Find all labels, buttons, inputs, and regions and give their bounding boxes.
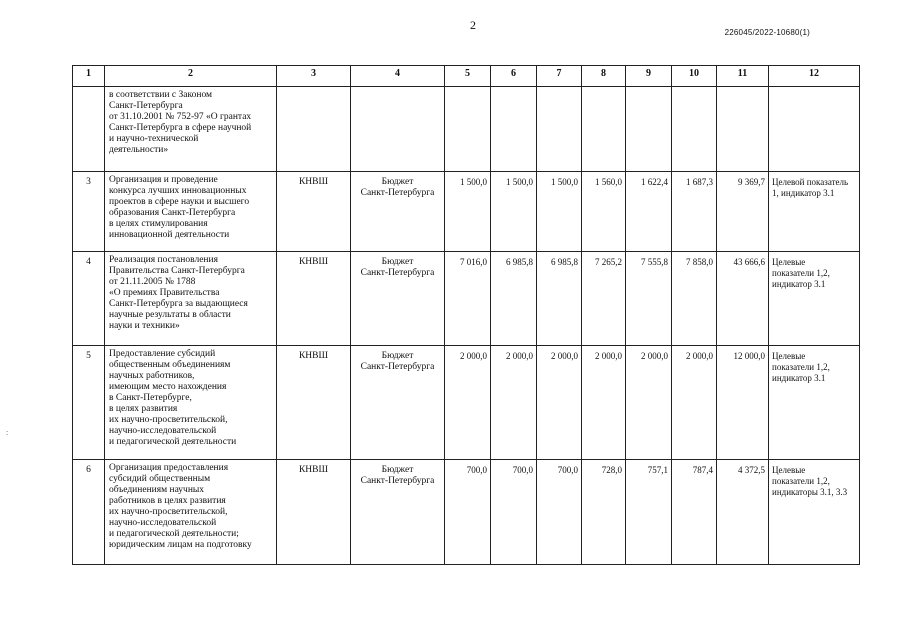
value-cell: 6 985,8	[537, 252, 582, 346]
funding-source-cell: Бюджет Санкт-Петербурга	[351, 252, 445, 346]
column-header: 7	[537, 66, 582, 87]
column-header: 8	[582, 66, 626, 87]
value-cell	[445, 87, 491, 172]
measure-name: Организация и проведение конкурса лучших инновационных проектов в сфере науки и высшего образования Санкт-Петербурга в целях стимулирования инновационной деятельности	[105, 172, 277, 252]
value-cell: 787,4	[672, 460, 717, 565]
value-cell: 2 000,0	[445, 346, 491, 460]
total-cell: 9 369,7	[717, 172, 769, 252]
column-header: 10	[672, 66, 717, 87]
value-cell: 700,0	[491, 460, 537, 565]
value-cell: 1 500,0	[537, 172, 582, 252]
column-header: 12	[769, 66, 860, 87]
funding-source-cell: Бюджет Санкт-Петербурга	[351, 460, 445, 565]
value-cell: 1 622,4	[626, 172, 672, 252]
value-cell: 757,1	[626, 460, 672, 565]
executor-cell: КНВШ	[277, 460, 351, 565]
column-header: 11	[717, 66, 769, 87]
table-header-row	[73, 66, 860, 87]
measure-name: Предоставление субсидий общественным объединениям научных работников, имеющим место нахождения в Санкт-Петербурге, в целях развития их научно-просветительской, научно-исследовательской и педагогической деятельности	[105, 346, 277, 460]
margin-mark: :	[6, 428, 9, 437]
total-cell: 12 000,0	[717, 346, 769, 460]
column-header: 3	[277, 66, 351, 87]
total-cell: 43 666,6	[717, 252, 769, 346]
table-row	[73, 87, 860, 172]
measure-name: в соответствии с Законом Санкт-Петербурга от 31.10.2001 № 752-97 «О грантах Санкт-Петербурга в сфере научной и научно-технической деятельности»	[105, 87, 277, 172]
indicator-cell: Целевые показатели 1,2, индикаторы 3.1, 3.3	[769, 460, 860, 565]
funding-source-cell: Бюджет Санкт-Петербурга	[351, 346, 445, 460]
row-number: 3	[73, 172, 105, 252]
value-cell: 1 560,0	[582, 172, 626, 252]
value-cell: 2 000,0	[491, 346, 537, 460]
value-cell: 6 985,8	[491, 252, 537, 346]
value-cell: 2 000,0	[537, 346, 582, 460]
value-cell	[582, 87, 626, 172]
value-cell: 2 000,0	[672, 346, 717, 460]
value-cell: 1 687,3	[672, 172, 717, 252]
indicator-cell: Целевые показатели 1,2, индикатор 3.1	[769, 252, 860, 346]
value-cell: 2 000,0	[582, 346, 626, 460]
value-cell	[491, 87, 537, 172]
column-header: 2	[105, 66, 277, 87]
value-cell	[537, 87, 582, 172]
row-number	[73, 87, 105, 172]
column-header: 1	[73, 66, 105, 87]
table-row	[73, 460, 860, 565]
value-cell: 7 858,0	[672, 252, 717, 346]
value-cell	[672, 87, 717, 172]
value-cell: 7 016,0	[445, 252, 491, 346]
value-cell	[626, 87, 672, 172]
table-row	[73, 172, 860, 252]
total-cell	[717, 87, 769, 172]
value-cell: 7 555,8	[626, 252, 672, 346]
value-cell: 7 265,2	[582, 252, 626, 346]
value-cell: 1 500,0	[445, 172, 491, 252]
executor-cell: КНВШ	[277, 172, 351, 252]
measure-name: Организация предоставления субсидий общественным объединениям научных работников в целях развития их научно-просветительской, научно-исследовательской и педагогической деятельности; юридическим лицам на подготовку	[105, 460, 277, 565]
document-code: 226045/2022-10680(1)	[724, 28, 810, 37]
executor-cell: КНВШ	[277, 252, 351, 346]
row-number: 6	[73, 460, 105, 565]
page-number: 2	[470, 18, 476, 32]
funding-source-cell: Бюджет Санкт-Петербурга	[351, 172, 445, 252]
indicator-cell: Целевой показатель 1, индикатор 3.1	[769, 172, 860, 252]
value-cell: 2 000,0	[626, 346, 672, 460]
measure-name: Реализация постановления Правительства Санкт-Петербурга от 21.11.2005 № 1788 «О премиях Правительства Санкт-Петербурга за выдающиеся научные результаты в области науки и техники»	[105, 252, 277, 346]
row-number: 4	[73, 252, 105, 346]
indicator-cell: Целевые показатели 1,2, индикатор 3.1	[769, 346, 860, 460]
row-number: 5	[73, 346, 105, 460]
indicator-cell	[769, 87, 860, 172]
column-header: 5	[445, 66, 491, 87]
total-cell: 4 372,5	[717, 460, 769, 565]
executor-cell	[277, 87, 351, 172]
column-header: 6	[491, 66, 537, 87]
funding-source-cell	[351, 87, 445, 172]
program-table	[72, 65, 860, 565]
table-row	[73, 346, 860, 460]
value-cell: 1 500,0	[491, 172, 537, 252]
value-cell: 700,0	[537, 460, 582, 565]
value-cell: 728,0	[582, 460, 626, 565]
column-header: 9	[626, 66, 672, 87]
value-cell: 700,0	[445, 460, 491, 565]
table-row	[73, 252, 860, 346]
executor-cell: КНВШ	[277, 346, 351, 460]
column-header: 4	[351, 66, 445, 87]
